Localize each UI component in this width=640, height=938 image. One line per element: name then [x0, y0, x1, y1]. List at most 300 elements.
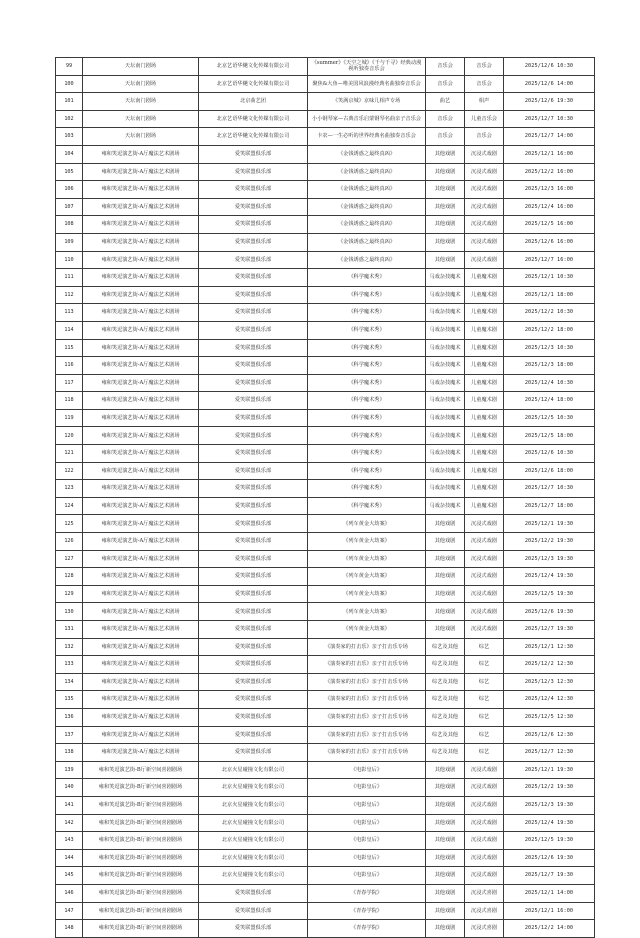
venue-cell: 雍和笑逗演艺街-B厅新空间喜剧剧场	[83, 920, 199, 938]
datetime-cell: 2025/12/2 18:00	[504, 321, 595, 339]
table-row	[56, 849, 595, 867]
table-row	[56, 321, 595, 339]
category-cell: 综艺及其他	[426, 638, 465, 656]
row-number-cell: 137	[56, 726, 83, 744]
venue-cell: 雍和笑逗演艺街-A厅魔法艺术剧场	[83, 480, 199, 498]
datetime-cell: 2025/12/2 14:00	[504, 920, 595, 938]
show-title-cell: 《电影皇后》	[308, 814, 426, 832]
show-title-cell: 《演奏家的打击乐》亲子打击乐专场	[308, 708, 426, 726]
category-cell: 其他戏剧	[426, 585, 465, 603]
show-title-cell: 聚焦&大鱼—唯美国风浪漫经典名曲独奏音乐会	[308, 75, 426, 93]
venue-cell: 雍和笑逗演艺街-A厅魔法艺术剧场	[83, 585, 199, 603]
organizer-cell: 爱笑联盟俱乐部	[199, 145, 308, 163]
organizer-cell: 爱笑联盟俱乐部	[199, 638, 308, 656]
subcategory-cell: 沉浸式戏剧	[465, 761, 504, 779]
venue-cell: 雍和笑逗演艺街-A厅魔法艺术剧场	[83, 198, 199, 216]
category-cell: 其他戏剧	[426, 550, 465, 568]
datetime-cell: 2025/12/7 10:30	[504, 480, 595, 498]
organizer-cell: 爱笑联盟俱乐部	[199, 427, 308, 445]
organizer-cell: 爱笑联盟俱乐部	[199, 251, 308, 269]
subcategory-cell: 儿童魔术剧	[465, 321, 504, 339]
organizer-cell: 爱笑联盟俱乐部	[199, 445, 308, 463]
datetime-cell: 2025/12/2 16:00	[504, 163, 595, 181]
organizer-cell: 爱笑联盟俱乐部	[199, 726, 308, 744]
table-row	[56, 339, 595, 357]
category-cell: 其他戏剧	[426, 796, 465, 814]
row-number-cell: 125	[56, 515, 83, 533]
venue-cell: 雍和笑逗演艺街-B厅新空间喜剧剧场	[83, 761, 199, 779]
category-cell: 马戏杂技魔术	[426, 392, 465, 410]
venue-cell: 天坛南门剧场	[83, 58, 199, 76]
show-title-cell: 《科学魔术秀》	[308, 445, 426, 463]
table-row	[56, 145, 595, 163]
row-number-cell: 116	[56, 357, 83, 375]
venue-cell: 雍和笑逗演艺街-A厅魔法艺术剧场	[83, 726, 199, 744]
subcategory-cell: 沉浸式喜剧	[465, 884, 504, 902]
datetime-cell: 2025/12/6 10:30	[504, 58, 595, 76]
venue-cell: 雍和笑逗演艺街-A厅魔法艺术剧场	[83, 550, 199, 568]
organizer-cell: 北京艺语华樾文化传媒有限公司	[199, 110, 308, 128]
row-number-cell: 141	[56, 796, 83, 814]
datetime-cell: 2025/12/3 16:00	[504, 181, 595, 199]
show-title-cell: 《科学魔术秀》	[308, 269, 426, 287]
organizer-cell: 爱笑联盟俱乐部	[199, 920, 308, 938]
subcategory-cell: 沉浸式戏剧	[465, 533, 504, 551]
subcategory-cell: 沉浸式戏剧	[465, 779, 504, 797]
show-title-cell: 卡农—一生必听的世界经典名曲独奏音乐会	[308, 128, 426, 146]
organizer-cell: 爱笑联盟俱乐部	[199, 884, 308, 902]
category-cell: 其他戏剧	[426, 814, 465, 832]
datetime-cell: 2025/12/5 18:00	[504, 427, 595, 445]
row-number-cell: 143	[56, 832, 83, 850]
datetime-cell: 2025/12/7 19:30	[504, 867, 595, 885]
organizer-cell: 爱笑联盟俱乐部	[199, 181, 308, 199]
show-title-cell: 《列车黄金大劫案》	[308, 533, 426, 551]
category-cell: 其他戏剧	[426, 902, 465, 920]
subcategory-cell: 儿童魔术剧	[465, 409, 504, 427]
category-cell: 其他戏剧	[426, 145, 465, 163]
subcategory-cell: 儿童魔术剧	[465, 462, 504, 480]
organizer-cell: 爱笑联盟俱乐部	[199, 392, 308, 410]
subcategory-cell: 综艺	[465, 673, 504, 691]
category-cell: 其他戏剧	[426, 251, 465, 269]
show-title-cell: 《金钱诱惑之最终真凶》	[308, 145, 426, 163]
row-number-cell: 133	[56, 656, 83, 674]
row-number-cell: 138	[56, 744, 83, 762]
table-row	[56, 216, 595, 234]
category-cell: 马戏杂技魔术	[426, 374, 465, 392]
row-number-cell: 144	[56, 849, 83, 867]
organizer-cell: 爱笑联盟俱乐部	[199, 321, 308, 339]
category-cell: 其他戏剧	[426, 198, 465, 216]
subcategory-cell: 综艺	[465, 744, 504, 762]
row-number-cell: 117	[56, 374, 83, 392]
category-cell: 其他戏剧	[426, 761, 465, 779]
organizer-cell: 北京火星碰撞文化有限公司	[199, 796, 308, 814]
organizer-cell: 爱笑联盟俱乐部	[199, 673, 308, 691]
table-row	[56, 884, 595, 902]
category-cell: 其他戏剧	[426, 832, 465, 850]
row-number-cell: 123	[56, 480, 83, 498]
row-number-cell: 112	[56, 286, 83, 304]
datetime-cell: 2025/12/6 19:30	[504, 603, 595, 621]
datetime-cell: 2025/12/7 18:00	[504, 497, 595, 515]
datetime-cell: 2025/12/3 19:30	[504, 550, 595, 568]
organizer-cell: 爱笑联盟俱乐部	[199, 216, 308, 234]
show-title-cell: 《列车黄金大劫案》	[308, 515, 426, 533]
datetime-cell: 2025/12/7 19:30	[504, 621, 595, 639]
show-title-cell: 《金钱诱惑之最终真凶》	[308, 181, 426, 199]
table-row	[56, 796, 595, 814]
category-cell: 综艺及其他	[426, 673, 465, 691]
venue-cell: 雍和笑逗演艺街-A厅魔法艺术剧场	[83, 251, 199, 269]
datetime-cell: 2025/12/5 12:30	[504, 708, 595, 726]
subcategory-cell: 沉浸式戏剧	[465, 796, 504, 814]
subcategory-cell: 沉浸式喜剧	[465, 902, 504, 920]
venue-cell: 雍和笑逗演艺街-A厅魔法艺术剧场	[83, 163, 199, 181]
subcategory-cell: 儿童魔术剧	[465, 339, 504, 357]
table-row	[56, 832, 595, 850]
subcategory-cell: 沉浸式戏剧	[465, 198, 504, 216]
row-number-cell: 110	[56, 251, 83, 269]
table-row	[56, 357, 595, 375]
datetime-cell: 2025/12/4 18:00	[504, 392, 595, 410]
table-row	[56, 409, 595, 427]
datetime-cell: 2025/12/6 12:30	[504, 726, 595, 744]
subcategory-cell: 儿童音乐会	[465, 110, 504, 128]
show-title-cell: 《科学魔术秀》	[308, 427, 426, 445]
table-row	[56, 128, 595, 146]
organizer-cell: 北京火星碰撞文化有限公司	[199, 867, 308, 885]
datetime-cell: 2025/12/5 10:30	[504, 409, 595, 427]
organizer-cell: 爱笑联盟俱乐部	[199, 480, 308, 498]
show-title-cell: 《青春学院》	[308, 920, 426, 938]
show-title-cell: 《金钱诱惑之最终真凶》	[308, 216, 426, 234]
subcategory-cell: 沉浸式戏剧	[465, 621, 504, 639]
show-title-cell: 《列车黄金大劫案》	[308, 603, 426, 621]
category-cell: 马戏杂技魔术	[426, 339, 465, 357]
venue-cell: 雍和笑逗演艺街-A厅魔法艺术剧场	[83, 533, 199, 551]
datetime-cell: 2025/12/2 10:30	[504, 304, 595, 322]
category-cell: 马戏杂技魔术	[426, 409, 465, 427]
category-cell: 综艺及其他	[426, 744, 465, 762]
datetime-cell: 2025/12/1 18:00	[504, 286, 595, 304]
category-cell: 马戏杂技魔术	[426, 286, 465, 304]
subcategory-cell: 沉浸式戏剧	[465, 550, 504, 568]
subcategory-cell: 综艺	[465, 726, 504, 744]
venue-cell: 天坛南门剧场	[83, 75, 199, 93]
show-title-cell: 《列车黄金大劫案》	[308, 621, 426, 639]
performance-schedule-table	[55, 57, 595, 938]
datetime-cell: 2025/12/3 18:00	[504, 357, 595, 375]
table-row	[56, 480, 595, 498]
show-title-cell: 《演奏家的打击乐》亲子打击乐专场	[308, 673, 426, 691]
organizer-cell: 爱笑联盟俱乐部	[199, 550, 308, 568]
datetime-cell: 2025/12/4 19:30	[504, 814, 595, 832]
category-cell: 其他戏剧	[426, 621, 465, 639]
show-title-cell: 《科学魔术秀》	[308, 480, 426, 498]
row-number-cell: 118	[56, 392, 83, 410]
show-title-cell: 《金钱诱惑之最终真凶》	[308, 198, 426, 216]
show-title-cell: 《演奏家的打击乐》亲子打击乐专场	[308, 638, 426, 656]
organizer-cell: 爱笑联盟俱乐部	[199, 409, 308, 427]
show-title-cell: 《金钱诱惑之最终真凶》	[308, 233, 426, 251]
show-title-cell: 《科学魔术秀》	[308, 462, 426, 480]
table-row	[56, 304, 595, 322]
table-row	[56, 656, 595, 674]
table-row	[56, 744, 595, 762]
show-title-cell: 《科学魔术秀》	[308, 286, 426, 304]
organizer-cell: 北京火星碰撞文化有限公司	[199, 761, 308, 779]
organizer-cell: 爱笑联盟俱乐部	[199, 744, 308, 762]
subcategory-cell: 沉浸式戏剧	[465, 867, 504, 885]
table-row	[56, 585, 595, 603]
subcategory-cell: 儿童魔术剧	[465, 286, 504, 304]
category-cell: 音乐会	[426, 110, 465, 128]
row-number-cell: 136	[56, 708, 83, 726]
table-row	[56, 233, 595, 251]
category-cell: 音乐会	[426, 128, 465, 146]
table-row	[56, 726, 595, 744]
organizer-cell: 爱笑联盟俱乐部	[199, 902, 308, 920]
row-number-cell: 140	[56, 779, 83, 797]
organizer-cell: 北京火星碰撞文化有限公司	[199, 814, 308, 832]
subcategory-cell: 综艺	[465, 691, 504, 709]
table-row	[56, 374, 595, 392]
datetime-cell: 2025/12/1 14:00	[504, 884, 595, 902]
table-row	[56, 392, 595, 410]
organizer-cell: 爱笑联盟俱乐部	[199, 374, 308, 392]
datetime-cell: 2025/12/3 10:30	[504, 339, 595, 357]
category-cell: 综艺及其他	[426, 656, 465, 674]
row-number-cell: 101	[56, 93, 83, 111]
organizer-cell: 北京艺语华樾文化传媒有限公司	[199, 75, 308, 93]
category-cell: 其他戏剧	[426, 533, 465, 551]
subcategory-cell: 沉浸式戏剧	[465, 832, 504, 850]
show-title-cell: 《科学魔术秀》	[308, 374, 426, 392]
datetime-cell: 2025/12/6 16:00	[504, 233, 595, 251]
row-number-cell: 113	[56, 304, 83, 322]
venue-cell: 雍和笑逗演艺街-A厅魔法艺术剧场	[83, 181, 199, 199]
datetime-cell: 2025/12/4 12:30	[504, 691, 595, 709]
organizer-cell: 爱笑联盟俱乐部	[199, 621, 308, 639]
category-cell: 其他戏剧	[426, 181, 465, 199]
category-cell: 马戏杂技魔术	[426, 357, 465, 375]
row-number-cell: 128	[56, 568, 83, 586]
table-row	[56, 269, 595, 287]
category-cell: 马戏杂技魔术	[426, 304, 465, 322]
subcategory-cell: 儿童魔术剧	[465, 374, 504, 392]
venue-cell: 雍和笑逗演艺街-A厅魔法艺术剧场	[83, 638, 199, 656]
organizer-cell: 北京艺语华樾文化传媒有限公司	[199, 128, 308, 146]
venue-cell: 雍和笑逗演艺街-A厅魔法艺术剧场	[83, 515, 199, 533]
subcategory-cell: 儿童魔术剧	[465, 304, 504, 322]
datetime-cell: 2025/12/6 10:30	[504, 445, 595, 463]
category-cell: 音乐会	[426, 75, 465, 93]
category-cell: 马戏杂技魔术	[426, 497, 465, 515]
organizer-cell: 爱笑联盟俱乐部	[199, 497, 308, 515]
venue-cell: 雍和笑逗演艺街-A厅魔法艺术剧场	[83, 216, 199, 234]
category-cell: 马戏杂技魔术	[426, 269, 465, 287]
datetime-cell: 2025/12/1 16:00	[504, 145, 595, 163]
row-number-cell: 107	[56, 198, 83, 216]
category-cell: 综艺及其他	[426, 708, 465, 726]
datetime-cell: 2025/12/3 12:30	[504, 673, 595, 691]
venue-cell: 雍和笑逗演艺街-A厅魔法艺术剧场	[83, 568, 199, 586]
subcategory-cell: 综艺	[465, 638, 504, 656]
organizer-cell: 北京火星碰撞文化有限公司	[199, 849, 308, 867]
show-title-cell: 《科学魔术秀》	[308, 392, 426, 410]
show-title-cell: 《电影皇后》	[308, 867, 426, 885]
show-title-cell: 《科学魔术秀》	[308, 304, 426, 322]
table-row	[56, 779, 595, 797]
organizer-cell: 北京火星碰撞文化有限公司	[199, 832, 308, 850]
category-cell: 马戏杂技魔术	[426, 445, 465, 463]
category-cell: 其他戏剧	[426, 216, 465, 234]
row-number-cell: 122	[56, 462, 83, 480]
row-number-cell: 147	[56, 902, 83, 920]
organizer-cell: 爱笑联盟俱乐部	[199, 269, 308, 287]
row-number-cell: 114	[56, 321, 83, 339]
subcategory-cell: 音乐会	[465, 128, 504, 146]
subcategory-cell: 儿童魔术剧	[465, 480, 504, 498]
table-row	[56, 621, 595, 639]
show-title-cell: 《演奏家的打击乐》亲子打击乐专场	[308, 744, 426, 762]
table-row	[56, 198, 595, 216]
organizer-cell: 爱笑联盟俱乐部	[199, 198, 308, 216]
show-title-cell: 《电影皇后》	[308, 761, 426, 779]
organizer-cell: 爱笑联盟俱乐部	[199, 163, 308, 181]
venue-cell: 雍和笑逗演艺街-B厅新空间喜剧剧场	[83, 849, 199, 867]
show-title-cell: 《电影皇后》	[308, 849, 426, 867]
subcategory-cell: 儿童魔术剧	[465, 427, 504, 445]
venue-cell: 雍和笑逗演艺街-A厅魔法艺术剧场	[83, 691, 199, 709]
category-cell: 其他戏剧	[426, 515, 465, 533]
category-cell: 马戏杂技魔术	[426, 462, 465, 480]
venue-cell: 雍和笑逗演艺街-A厅魔法艺术剧场	[83, 409, 199, 427]
organizer-cell: 爱笑联盟俱乐部	[199, 357, 308, 375]
row-number-cell: 119	[56, 409, 83, 427]
datetime-cell: 2025/12/1 19:30	[504, 515, 595, 533]
venue-cell: 雍和笑逗演艺街-B厅新空间喜剧剧场	[83, 796, 199, 814]
table-row	[56, 497, 595, 515]
datetime-cell: 2025/12/6 14:00	[504, 75, 595, 93]
table-row	[56, 427, 595, 445]
table-row	[56, 462, 595, 480]
subcategory-cell: 音乐会	[465, 58, 504, 76]
row-number-cell: 106	[56, 181, 83, 199]
row-number-cell: 126	[56, 533, 83, 551]
category-cell: 综艺及其他	[426, 691, 465, 709]
venue-cell: 雍和笑逗演艺街-B厅新空间喜剧剧场	[83, 779, 199, 797]
venue-cell: 雍和笑逗演艺街-A厅魔法艺术剧场	[83, 286, 199, 304]
datetime-cell: 2025/12/6 19:30	[504, 849, 595, 867]
organizer-cell: 北京火星碰撞文化有限公司	[199, 779, 308, 797]
venue-cell: 雍和笑逗演艺街-A厅魔法艺术剧场	[83, 269, 199, 287]
show-title-cell: 《演奏家的打击乐》亲子打击乐专场	[308, 726, 426, 744]
venue-cell: 天坛南门剧场	[83, 93, 199, 111]
table-row	[56, 814, 595, 832]
show-title-cell: 《列车黄金大劫案》	[308, 585, 426, 603]
subcategory-cell: 相声	[465, 93, 504, 111]
venue-cell: 雍和笑逗演艺街-A厅魔法艺术剧场	[83, 744, 199, 762]
subcategory-cell: 沉浸式戏剧	[465, 515, 504, 533]
venue-cell: 雍和笑逗演艺街-A厅魔法艺术剧场	[83, 304, 199, 322]
category-cell: 音乐会	[426, 58, 465, 76]
datetime-cell: 2025/12/4 16:00	[504, 198, 595, 216]
table-row	[56, 181, 595, 199]
datetime-cell: 2025/12/7 16:00	[504, 251, 595, 269]
venue-cell: 雍和笑逗演艺街-A厅魔法艺术剧场	[83, 497, 199, 515]
show-title-cell: 《青春学院》	[308, 884, 426, 902]
category-cell: 其他戏剧	[426, 603, 465, 621]
venue-cell: 雍和笑逗演艺街-A厅魔法艺术剧场	[83, 233, 199, 251]
venue-cell: 雍和笑逗演艺街-A厅魔法艺术剧场	[83, 603, 199, 621]
subcategory-cell: 儿童魔术剧	[465, 357, 504, 375]
organizer-cell: 爱笑联盟俱乐部	[199, 515, 308, 533]
table-row	[56, 867, 595, 885]
category-cell: 其他戏剧	[426, 568, 465, 586]
category-cell: 其他戏剧	[426, 779, 465, 797]
venue-cell: 天坛南门剧场	[83, 110, 199, 128]
table-row	[56, 251, 595, 269]
venue-cell: 雍和笑逗演艺街-B厅新空间喜剧剧场	[83, 902, 199, 920]
table-row	[56, 163, 595, 181]
category-cell: 综艺及其他	[426, 726, 465, 744]
table-row	[56, 902, 595, 920]
table-row	[56, 761, 595, 779]
table-row	[56, 286, 595, 304]
show-title-cell: 《科学魔术秀》	[308, 339, 426, 357]
row-number-cell: 100	[56, 75, 83, 93]
venue-cell: 雍和笑逗演艺街-A厅魔法艺术剧场	[83, 357, 199, 375]
show-title-cell: 《科学魔术秀》	[308, 321, 426, 339]
row-number-cell: 108	[56, 216, 83, 234]
organizer-cell: 北京曲艺团	[199, 93, 308, 111]
subcategory-cell: 儿童魔术剧	[465, 497, 504, 515]
row-number-cell: 146	[56, 884, 83, 902]
show-title-cell: 《列车黄金大劫案》	[308, 550, 426, 568]
subcategory-cell: 儿童魔术剧	[465, 392, 504, 410]
venue-cell: 雍和笑逗演艺街-A厅魔法艺术剧场	[83, 621, 199, 639]
category-cell: 其他戏剧	[426, 849, 465, 867]
organizer-cell: 爱笑联盟俱乐部	[199, 286, 308, 304]
table-row	[56, 673, 595, 691]
table-body	[56, 58, 595, 938]
row-number-cell: 115	[56, 339, 83, 357]
category-cell: 其他戏剧	[426, 867, 465, 885]
table-row	[56, 568, 595, 586]
row-number-cell: 132	[56, 638, 83, 656]
subcategory-cell: 沉浸式戏剧	[465, 603, 504, 621]
venue-cell: 雍和笑逗演艺街-B厅新空间喜剧剧场	[83, 884, 199, 902]
datetime-cell: 2025/12/7 14:00	[504, 128, 595, 146]
table-row	[56, 920, 595, 938]
row-number-cell: 120	[56, 427, 83, 445]
datetime-cell: 2025/12/5 19:30	[504, 832, 595, 850]
row-number-cell: 102	[56, 110, 83, 128]
datetime-cell: 2025/12/5 19:30	[504, 585, 595, 603]
organizer-cell: 爱笑联盟俱乐部	[199, 233, 308, 251]
show-title-cell: 《summer》《天空之城》《千与千寻》经典动漫视听独奏音乐会	[308, 58, 426, 76]
venue-cell: 雍和笑逗演艺街-A厅魔法艺术剧场	[83, 392, 199, 410]
subcategory-cell: 儿童魔术剧	[465, 269, 504, 287]
show-title-cell: 《列车黄金大劫案》	[308, 568, 426, 586]
show-title-cell: 《电影皇后》	[308, 832, 426, 850]
category-cell: 曲艺	[426, 93, 465, 111]
subcategory-cell: 综艺	[465, 708, 504, 726]
datetime-cell: 2025/12/6 18:00	[504, 462, 595, 480]
